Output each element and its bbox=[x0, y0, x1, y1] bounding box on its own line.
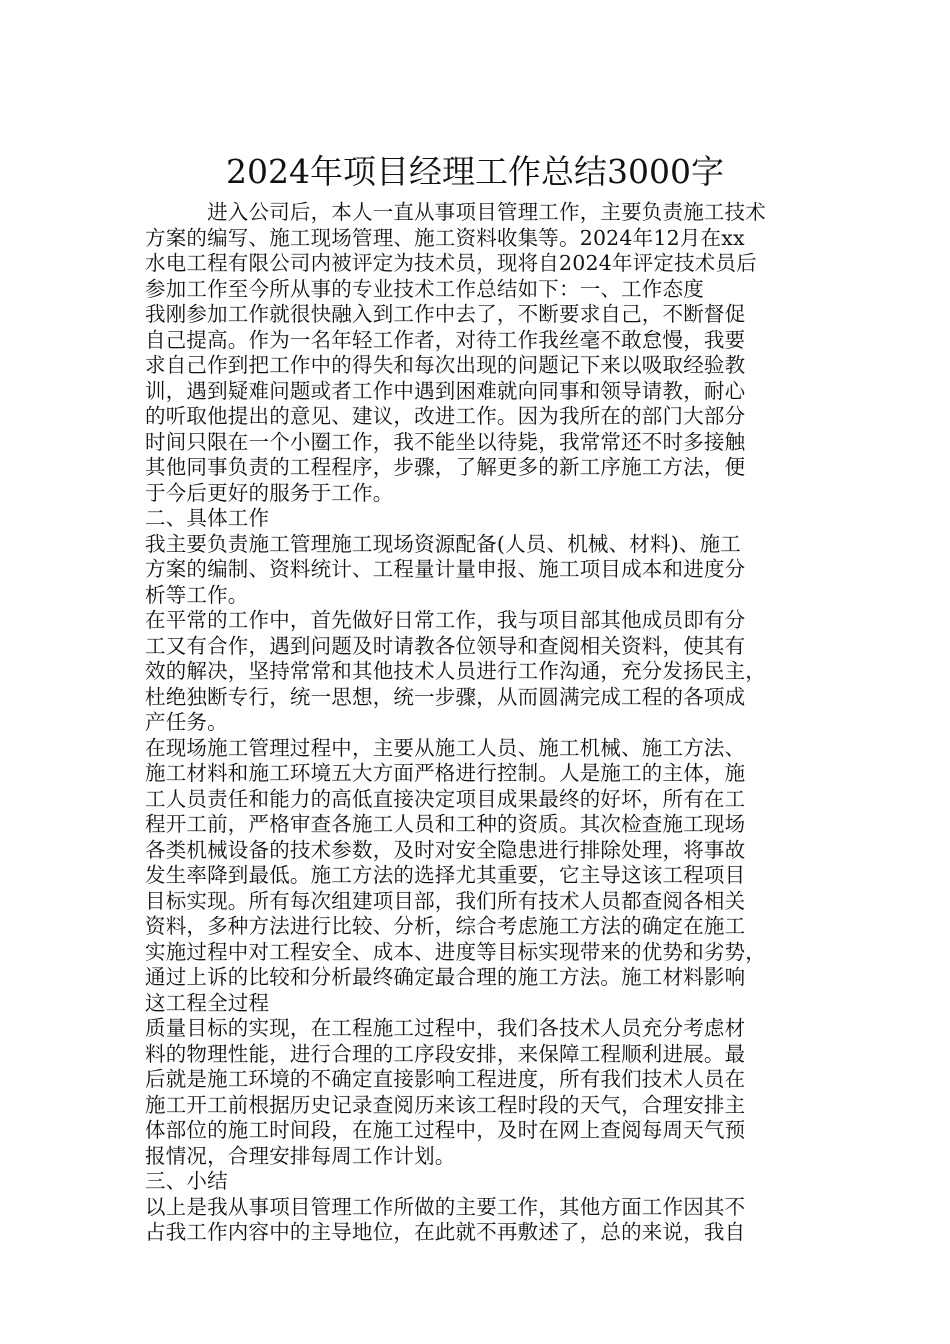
body-text-line: 这工程全过程 bbox=[145, 990, 270, 1015]
body-text-line: 时间只限在一个小圈工作，我不能坐以待毙，我常常还不时多接触 bbox=[145, 429, 746, 454]
body-text-line: 进入公司后，本人一直从事项目管理工作，主要负责施工技术 bbox=[145, 200, 766, 224]
document-title: 2024年项目经理工作总结3000字 bbox=[226, 152, 724, 192]
body-text-line: 求自己作到把工作中的得失和每次出现的问题记下来以吸取经验教 bbox=[145, 353, 746, 377]
body-text-line: 训，遇到疑难问题或者工作中遇到困难就向同事和领导请教，耐心 bbox=[145, 378, 746, 403]
body-text-line: 在平常的工作中，首先做好日常工作，我与项目部其他成员即有分 bbox=[145, 608, 746, 632]
body-text-line: 析等工作。 bbox=[145, 582, 249, 607]
body-text-line: 工又有合作，遇到问题及时请教各位领导和查阅相关资料，使其有 bbox=[145, 633, 746, 658]
body-text-line: 实施过程中对工程安全、成本、进度等目标实现带来的优势和劣势， bbox=[145, 939, 766, 964]
body-text-line: 资料，多种方法进行比较、分析，综合考虑施工方法的确定在施工 bbox=[145, 914, 746, 938]
body-text-line: 效的解决，坚持常常和其他技术人员进行工作沟通，充分发扬民主， bbox=[145, 659, 766, 683]
document-body bbox=[145, 200, 825, 1246]
body-text-line: 通过上诉的比较和分析最终确定最合理的施工方法。施工材料影响 bbox=[145, 965, 746, 989]
body-text-line: 我主要负责施工管理施工现场资源配备(人员、机械、材料)、施工 bbox=[145, 531, 741, 556]
body-text-line: 于今后更好的服务于工作。 bbox=[145, 480, 394, 505]
body-text-line: 方案的编写、施工现场管理、施工资料收集等。2024年12月在xx bbox=[145, 225, 745, 250]
body-text-line: 料的物理性能，进行合理的工序段安排，来保障工程顺利进展。最 bbox=[145, 1041, 746, 1066]
body-text-line: 报情况，合理安排每周工作计划。 bbox=[145, 1143, 456, 1168]
body-text-line: 其他同事负责的工程程序，步骤，了解更多的新工序施工方法，便 bbox=[145, 455, 746, 479]
body-text-line: 自己提高。作为一名年轻工作者，对待工作我丝毫不敢怠慢，我要 bbox=[145, 327, 746, 352]
body-text-line: 各类机械设备的技术参数，及时对安全隐患进行排除处理，将事故 bbox=[145, 837, 746, 862]
body-text-line: 在现场施工管理过程中，主要从施工人员、施工机械、施工方法、 bbox=[145, 735, 746, 760]
body-text-line: 目标实现。所有每次组建项目部，我们所有技术人员都查阅各相关 bbox=[145, 888, 746, 913]
body-text-line: 杜绝独断专行，统一思想，统一步骤，从而圆满完成工程的各项成 bbox=[145, 684, 746, 709]
body-text-line: 水电工程有限公司内被评定为技术员，现将自2024年评定技术员后 bbox=[145, 251, 757, 275]
body-text-line: 的听取他提出的意见、建议，改进工作。因为我所在的部门大部分 bbox=[145, 404, 746, 428]
body-text-line: 我刚参加工作就很快融入到工作中去了，不断要求自己，不断督促 bbox=[145, 302, 746, 326]
body-text-line: 施工材料和施工环境五大方面严格进行控制。人是施工的主体，施 bbox=[145, 761, 746, 785]
body-text-line: 质量目标的实现，在工程施工过程中，我们各技术人员充分考虑材 bbox=[145, 1016, 746, 1040]
body-text-line: 以上是我从事项目管理工作所做的主要工作，其他方面工作因其不 bbox=[145, 1194, 746, 1219]
body-text-line: 程开工前，严格审查各施工人员和工种的资质。其次检查施工现场 bbox=[145, 812, 746, 836]
body-text-line: 体部位的施工时间段，在施工过程中，及时在网上查阅每周天气预 bbox=[145, 1118, 746, 1142]
body-text-line: 参加工作至今所从事的专业技术工作总结如下：一、工作态度 bbox=[145, 276, 704, 301]
body-text-line: 方案的编制、资料统计、工程量计量申报、施工项目成本和进度分 bbox=[145, 557, 746, 581]
body-text-line: 产任务。 bbox=[145, 710, 228, 734]
body-text-line: 工人员责任和能力的高低直接决定项目成果最终的好坏，所有在工 bbox=[145, 786, 746, 811]
body-text-line: 二、具体工作 bbox=[145, 506, 270, 530]
body-text-line: 占我工作内容中的主导地位，在此就不再敷述了，总的来说，我自 bbox=[145, 1220, 746, 1244]
body-text-line: 发生率降到最低。施工方法的选择尤其重要，它主导这该工程项目 bbox=[145, 863, 746, 887]
body-text-line: 三、小结 bbox=[145, 1169, 228, 1193]
body-text-line: 后就是施工环境的不确定直接影响工程进度，所有我们技术人员在 bbox=[145, 1067, 746, 1091]
body-text-line: 施工开工前根据历史记录查阅历来该工程时段的天气，合理安排主 bbox=[145, 1092, 746, 1117]
